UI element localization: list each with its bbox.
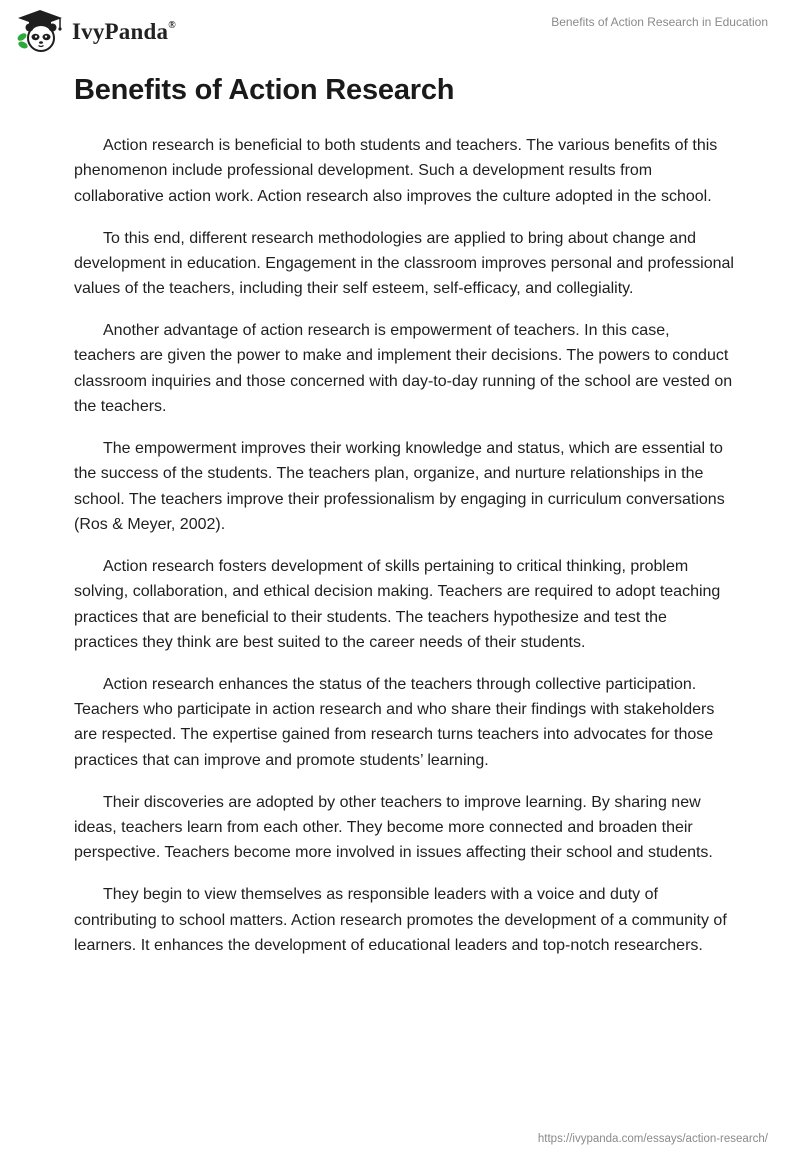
brand-name: IvyPanda® [72,19,176,44]
running-title: Benefits of Action Research in Education [551,15,768,29]
paragraph: Action research fosters development of skills pertaining to critical thinking, problem solving, collaboration, and ethical decision making. Teachers are required to adopt teaching practices that are beneficial to their students. The teachers hypothesize and test the practices they think are best suited to the career needs of their students. [74,557,721,651]
page-title: Benefits of Action Research [74,74,455,106]
paragraph: Another advantage of action research is empowerment of teachers. In this case, teachers are given the power to make and implement their decisions. The powers to conduct classroom inquiries and those concerned with day-to-day running of the school are vested on the teachers. [74,322,733,416]
paragraph: They begin to view themselves as responsible leaders with a voice and duty of contributing to school matters. Action research promotes the development of a community of learners. It enhances the development of educational leaders and top-notch researchers. [74,886,727,954]
brand-logo[interactable] [14,8,176,52]
paragraph: Action research is beneficial to both students and teachers. The various benefits of this phenomenon include professional development. Such a development results from collaborative action work. Action research also improves the culture adopted in the school. [74,137,718,205]
paragraph: To this end, different research methodologies are applied to bring about change and development in education. Engagement in the classroom improves personal and professional values of the teachers, including their self esteem, self-efficacy, and collegiality. [74,229,734,298]
paragraph: Their discoveries are adopted by other teachers to improve learning. By sharing new ideas, teachers learn from each other. They become more connected and broaden their perspective. Teachers become more involved in issues affecting their school and students. [74,793,713,862]
page-header [0,0,800,60]
paragraph: Action research enhances the status of the teachers through collective participation. Teachers who participate in action research and who share their findings with stakeholders are respected. The expertise gained from research turns teachers into advocates for those practices that can improve and promote students’ learning. [74,675,715,769]
source-url-link[interactable]: https://ivypanda.com/essays/action-research/ [537,1133,768,1145]
paragraph: The empowerment improves their working knowledge and status, which are essential to the success of the students. The teachers plan, organize, and nurture relationships in the school. The teachers improve their professionalism by engaging in curriculum conversations (Ros & Meyer, 2002). [74,440,725,533]
essay-body [74,133,734,975]
panda-graduate-icon [14,8,66,52]
